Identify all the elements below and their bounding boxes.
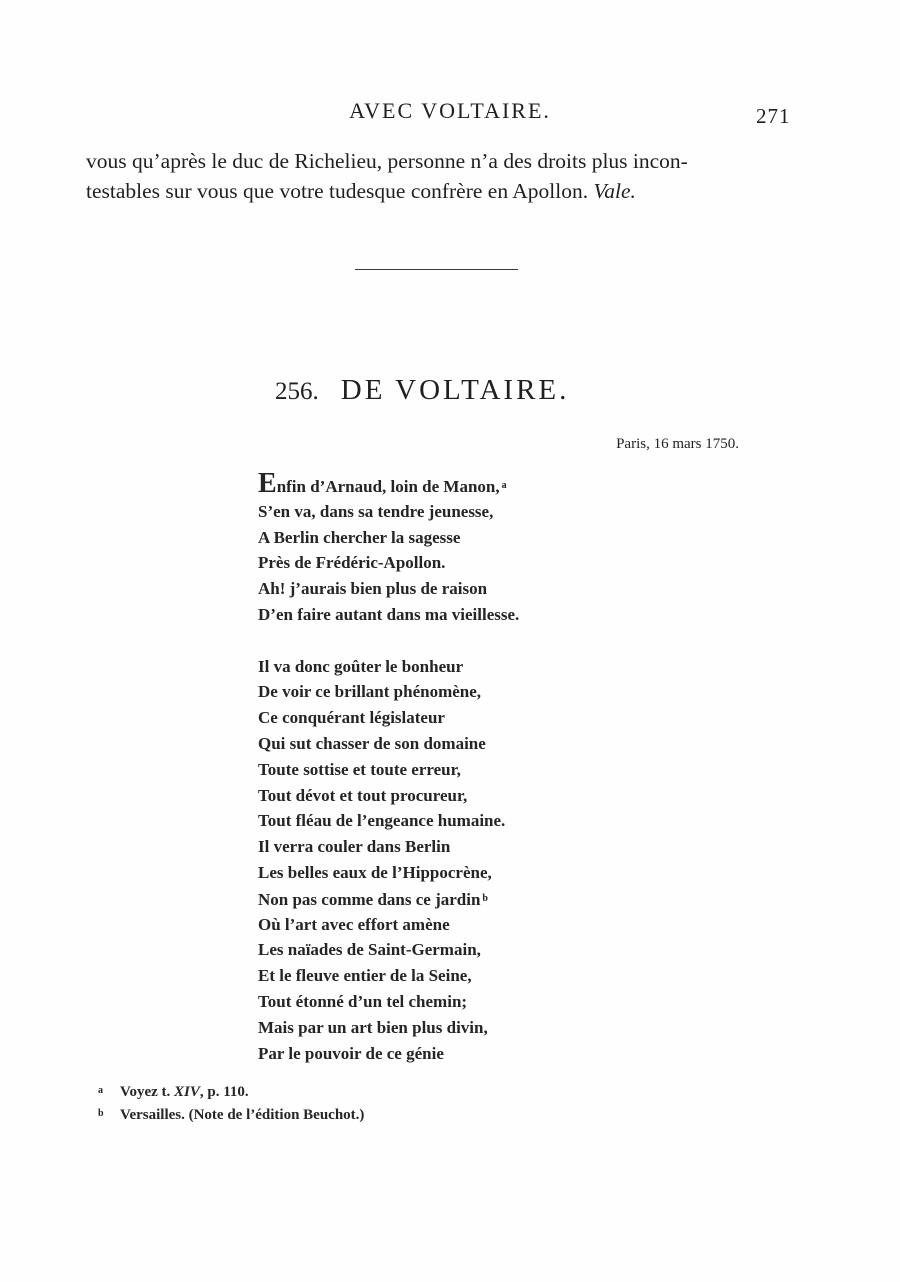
poem-line: Les naïades de Saint-Germain, [258, 940, 481, 960]
poem-first-line-text: nfin d’Arnaud, loin de Manon, [276, 477, 500, 496]
section-divider [355, 269, 518, 270]
poem-line: D’en faire autant dans ma vieillesse. [258, 604, 520, 624]
footnote-b-text: Versailles. (Note de l’édition Beuchot.) [120, 1107, 365, 1123]
carryover-line-2-text: testables sur vous que votre tudesque confrère en Apollon. [86, 179, 589, 203]
footnote-ref-b: b [482, 892, 488, 904]
poem-line: Près de Frédéric-Apollon. [258, 553, 446, 573]
footnote-mark: a [98, 1085, 103, 1096]
footnote-a-after: , p. 110. [199, 1084, 249, 1100]
footnote-a-before: Voyez t. [120, 1084, 171, 1100]
letter-title: DE VOLTAIRE. [340, 374, 570, 406]
poem-line: De voir ce brillant phénomène, [258, 682, 482, 702]
poem-noted-text: Non pas comme dans ce jardin [258, 889, 481, 909]
closing-word: Vale. [593, 179, 636, 203]
poem-line: Toute sottise et toute erreur, [258, 759, 461, 779]
footnote-b [98, 1102, 364, 1125]
poem-line: Qui sut chasser de son domaine [258, 733, 486, 753]
poem-line: Il va donc goûter le bonheur [258, 656, 464, 676]
letter-number: 256. [275, 378, 319, 405]
poem-line: A Berlin chercher la sagesse [258, 527, 461, 547]
poem-line: Tout dévot et tout procureur, [258, 785, 468, 805]
letter-heading [275, 374, 569, 407]
page-number: 271 [756, 104, 791, 128]
footnote-mark: b [98, 1108, 104, 1119]
footnote-a [98, 1079, 364, 1102]
poem-line: Tout étonné d’un tel chemin; [258, 991, 468, 1011]
poem-line: Mais par un art bien plus divin, [258, 1017, 488, 1037]
running-head: AVEC VOLTAIRE. [349, 98, 551, 123]
poem-line-noted [258, 886, 519, 912]
poem-line: Tout fléau de l’engeance humaine. [258, 811, 506, 831]
footnotes [98, 1079, 364, 1125]
footnote-ref-a: a [501, 480, 507, 491]
poem-line: Ce conquérant législateur [258, 708, 445, 728]
drop-cap: E [258, 468, 277, 499]
poem-line: S’en va, dans sa tendre jeunesse, [258, 501, 494, 521]
stanza-break [258, 628, 519, 654]
poem-line: Il verra couler dans Berlin [258, 837, 451, 857]
poem [258, 468, 520, 1066]
poem-first-line [258, 468, 519, 499]
poem-line: Ah! j’aurais bien plus de raison [258, 579, 488, 599]
carryover-line-1: vous qu’après le duc de Richelieu, personne n’a des droits plus incon- [86, 149, 688, 173]
poem-line: Les belles eaux de l’Hippocrène, [258, 862, 492, 882]
poem-line: Où l’art avec effort amène [258, 914, 450, 934]
poem-line: Et le fleuve entier de la Seine, [258, 966, 472, 986]
footnote-a-volume: XIV [174, 1084, 200, 1100]
poem-line: Par le pouvoir de ce génie [258, 1043, 444, 1063]
dateline: Paris, 16 mars 1750. [616, 436, 739, 452]
carryover-paragraph [86, 146, 796, 206]
carryover-line-2 [86, 176, 796, 206]
